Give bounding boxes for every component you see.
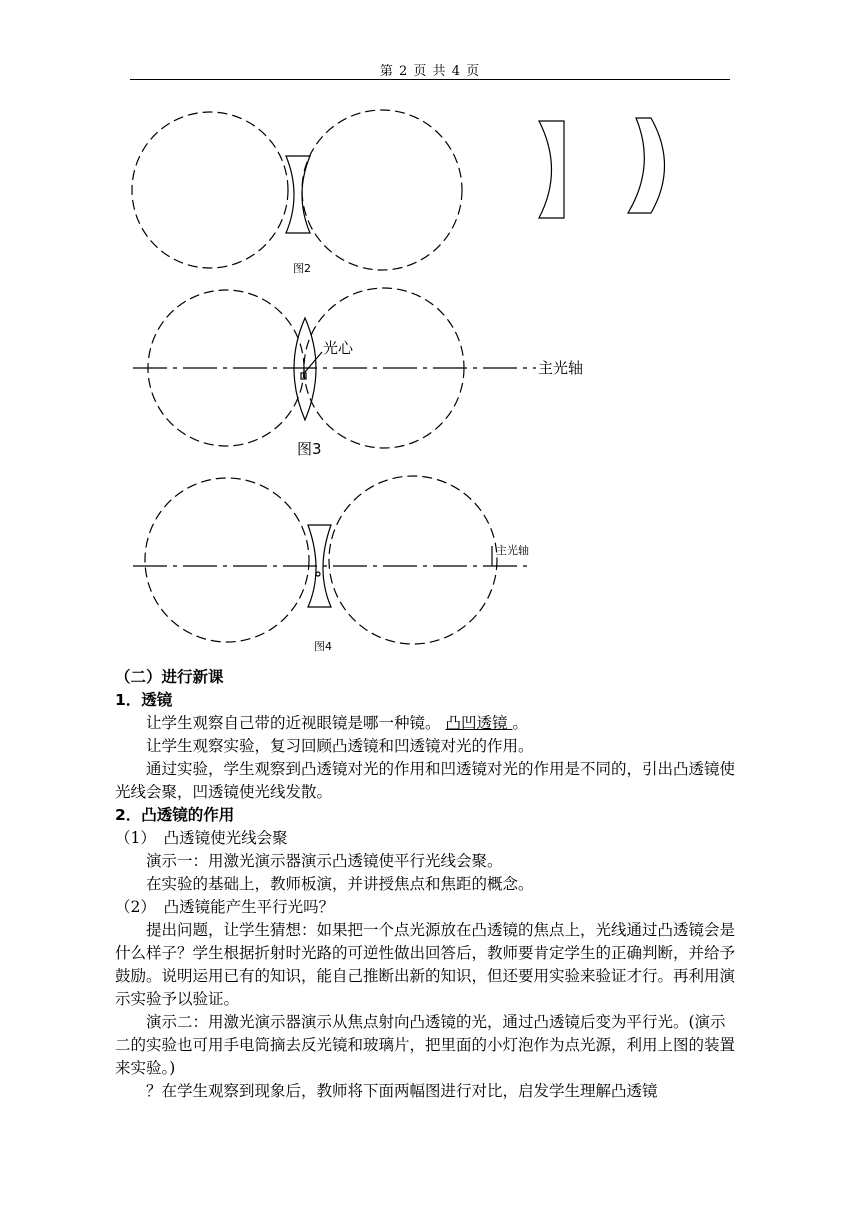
lesson-content <box>115 666 740 1103</box>
section-heading: （二）进行新课 <box>115 668 224 686</box>
fig2-left-circle <box>132 112 288 268</box>
s1-p1-text: 让学生观察自己带的近视眼镜是哪一种镜。 <box>146 714 441 732</box>
section-1-paragraph-1 <box>115 712 740 735</box>
section-2-title: 2．凸透镜的作用 <box>115 806 235 824</box>
section-2-paragraph-5: ？在学生观察到现象后，教师将下面两幅图进行对比，启发学生理解凸透镜 <box>146 1082 658 1100</box>
section-2-paragraph-3: 提出问题，让学生猜想：如果把一个点光源放在凸透镜的焦点上，光线通过凸透镜会是什么样子？学生根据折射时光路的可逆性做出回答后，教师要肯定学生的正确判断，并给予鼓励。说明运用已有的知识，能自己推断出新的知识，但还要用实验来验证才行。再利用演示实验予以验证。 <box>115 921 736 1008</box>
fig3-caption: 图3 <box>297 440 322 458</box>
fig4-caption: 图4 <box>314 640 332 653</box>
s1-p1-end: 。 <box>512 714 528 732</box>
figure-3 <box>133 288 536 448</box>
page-header: 第 2 页 共 4 页 <box>379 64 481 79</box>
meniscus-lens <box>628 118 665 213</box>
fig3-optical-center-label: 光心 <box>323 339 354 357</box>
fig2-caption: 图2 <box>293 262 311 275</box>
fig2-concave-lens <box>286 156 310 233</box>
subsection-1-title: （1） 凸透镜使光线会聚 <box>115 829 288 847</box>
fig4-center-mark <box>316 572 320 576</box>
section-1-title: 1．透镜 <box>115 691 173 709</box>
subsection-2-title: （2） 凸透镜能产生平行光吗？ <box>115 898 335 916</box>
figure-4 <box>133 476 532 644</box>
section-1-paragraph-3: 通过实验，学生观察到凸透镜对光的作用和凹透镜对光的作用是不同的，引出凸透镜使光线会聚，凹透镜使光线发散。 <box>115 760 736 801</box>
fig4-right-circle <box>329 476 497 644</box>
section-2-paragraph-4: 演示二：用激光演示器演示从焦点射向凸透镜的光，通过凸透镜后变为平行光。(演示二的实验也可用手电筒摘去反光镜和玻璃片，把里面的小灯泡作为点光源，利用上图的装置来实验。) <box>115 1013 736 1077</box>
fig4-left-circle <box>145 478 309 642</box>
fig3-main-axis-label: 主光轴 <box>538 359 584 377</box>
section-2-paragraph-1: 演示一：用激光演示器演示凸透镜使平行光线会聚。 <box>146 852 503 870</box>
plano-concave-lens <box>539 121 564 218</box>
fig4-main-axis-label: 主光轴 <box>496 544 529 557</box>
fig3-pointer-line <box>305 352 322 372</box>
figure-2 <box>132 110 665 270</box>
section-2-paragraph-2: 在实验的基础上，教师板演，并讲授焦点和焦距的概念。 <box>146 875 534 893</box>
fill-blank-answer: 凸凹透镜 <box>445 714 513 732</box>
section-1-paragraph-2: 让学生观察实验，复习回顾凸透镜和凹透镜对光的作用。 <box>146 737 534 755</box>
fig2-right-circle <box>302 110 462 270</box>
